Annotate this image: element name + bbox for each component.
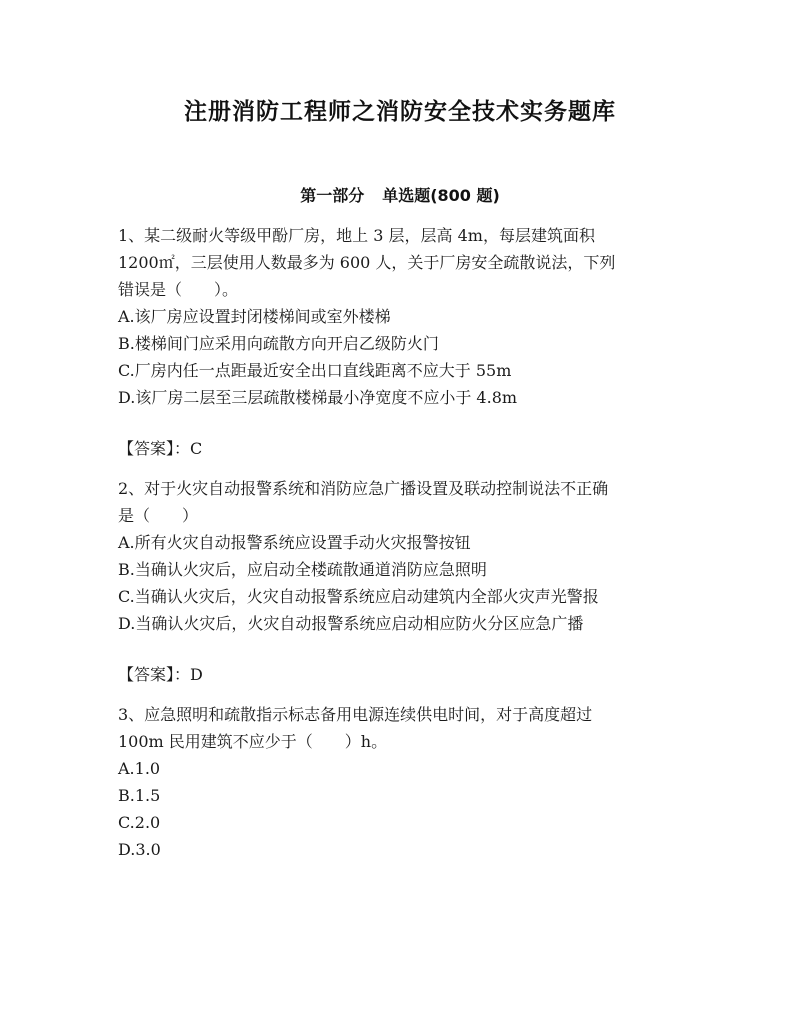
document-title: 注册消防工程师之消防安全技术实务题库 bbox=[184, 99, 616, 125]
question-stem-line: 错误是（ ）。 bbox=[118, 280, 239, 299]
answer-line: 【答案】：C bbox=[118, 439, 203, 458]
question-1 bbox=[118, 222, 678, 462]
question-2 bbox=[118, 475, 678, 688]
option-b: B.当确认火灾后，应启动全楼疏散通道消防应急照明 bbox=[118, 560, 487, 579]
section-part: 第一部分 bbox=[300, 186, 365, 205]
question-stem-line: 1、某二级耐火等级甲酚厂房，地上 3 层，层高 4m，每层建筑面积 bbox=[118, 226, 595, 245]
question-3 bbox=[118, 701, 678, 863]
question-list bbox=[118, 222, 678, 863]
option-b: B.1.5 bbox=[118, 786, 161, 805]
option-c: C.厂房内任一点距最近安全出口直线距离不应大于 55m bbox=[118, 361, 512, 380]
option-b: B.楼梯间门应采用向疏散方向开启乙级防火门 bbox=[118, 334, 439, 353]
option-d: D.该厂房二层至三层疏散楼梯最小净宽度不应小于 4.8m bbox=[118, 388, 518, 407]
option-d: D.3.0 bbox=[118, 840, 161, 859]
option-c: C.2.0 bbox=[118, 813, 161, 832]
section-heading bbox=[0, 183, 800, 206]
question-stem-line: 3、应急照明和疏散指示标志备用电源连续供电时间，对于高度超过 bbox=[118, 705, 593, 724]
answer-line: 【答案】：D bbox=[118, 665, 203, 684]
option-c: C.当确认火灾后，火灾自动报警系统应启动建筑内全部火灾声光警报 bbox=[118, 587, 599, 606]
question-stem-line: 是（ ） bbox=[118, 506, 199, 525]
option-d: D.当确认火灾后，火灾自动报警系统应启动相应防火分区应急广播 bbox=[118, 614, 584, 633]
section-name: 单选题(800 题) bbox=[382, 186, 500, 205]
option-a: A.该厂房应设置封闭楼梯间或室外楼梯 bbox=[118, 307, 391, 326]
option-a: A.1.0 bbox=[118, 759, 161, 778]
option-a: A.所有火灾自动报警系统应设置手动火灾报警按钮 bbox=[118, 533, 471, 552]
question-stem-line: 100m 民用建筑不应少于（ ）h。 bbox=[118, 732, 388, 751]
question-stem-line: 2、对于火灾自动报警系统和消防应急广播设置及联动控制说法不正确 bbox=[118, 479, 609, 498]
question-stem-line: 1200㎡，三层使用人数最多为 600 人，关于厂房安全疏散说法，下列 bbox=[118, 253, 616, 272]
